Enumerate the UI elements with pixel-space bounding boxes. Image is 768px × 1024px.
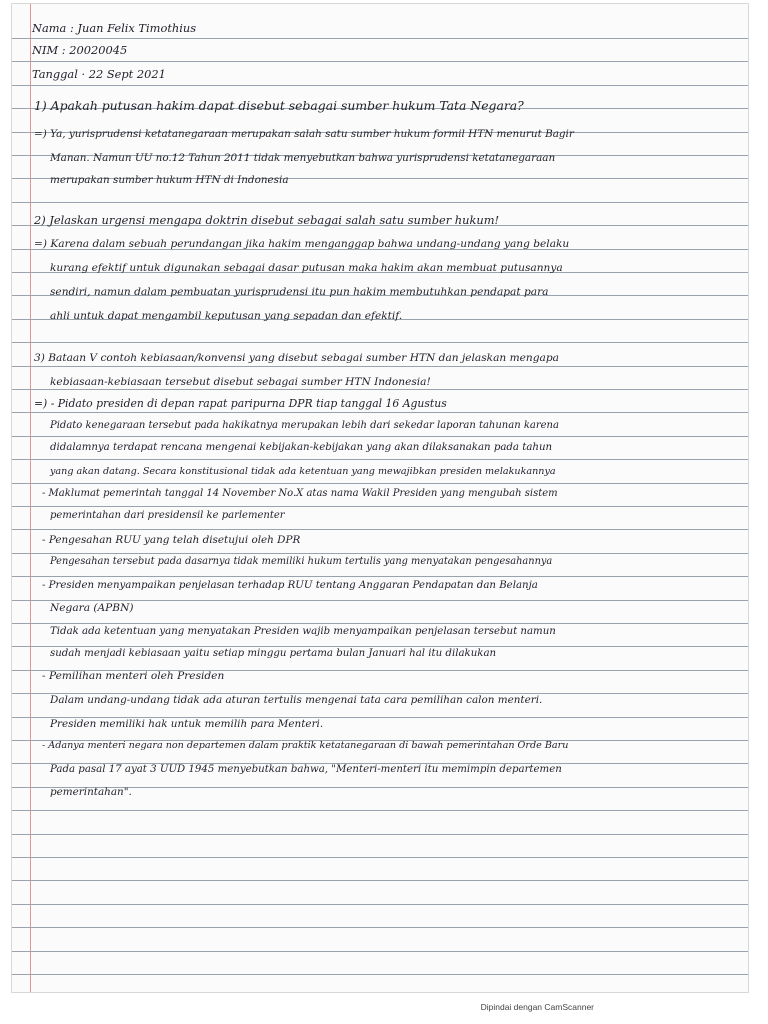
ruled-line (12, 810, 748, 811)
answer-3-line-15: Presiden memiliki hak untuk memilih para Menteri. (50, 718, 324, 730)
answer-3-line-13: - Pemilihan menteri oleh Presiden (42, 670, 225, 682)
answer-3-line-18: pemerintahan". (50, 786, 132, 798)
ruled-line (12, 342, 748, 343)
question-1: 1) Apakah putusan hakim dapat disebut sebagai sumber hukum Tata Negara? (34, 98, 524, 113)
answer-3-line-6: pemerintahan dari presidensil ke parlementer (50, 510, 285, 521)
ruled-line (12, 951, 748, 952)
answer-3-line-5: - Maklumat pemerintah tanggal 14 November No.X atas nama Wakil Presiden yang mengubah sistem (42, 488, 558, 499)
answer-3-line-3: didalamnya terdapat rencana mengenai kebijakan-kebijakan yang akan dilaksanakan pada tahun (50, 442, 553, 453)
ruled-line (12, 85, 748, 86)
header-date: Tanggal · 22 Sept 2021 (32, 67, 166, 81)
question-3-line-2: kebiasaan-kebiasaan tersebut disebut sebagai sumber HTN Indonesia! (50, 376, 431, 388)
answer-3-line-2: Pidato kenegaraan tersebut pada hakikatnya merupakan lebih dari sekedar laporan tahunan karena (50, 420, 559, 431)
answer-2-line-1: =) Karena dalam sebuah perundangan jika hakim menganggap bahwa undang-undang yang belaku (34, 238, 570, 250)
answer-1-line-1: =) Ya, yurisprudensi ketatanegaraan merupakan salah satu sumber hukum formil HTN menurut Bagir (34, 128, 574, 140)
answer-3-line-14: Dalam undang-undang tidak ada aturan tertulis mengenai tata cara pemilihan calon menteri. (50, 694, 543, 706)
answer-1-line-3: merupakan sumber hukum HTN di Indonesia (50, 174, 289, 186)
ruled-line (12, 202, 748, 203)
ruled-line (12, 880, 748, 881)
answer-3-line-1: =) - Pidato presiden di depan rapat paripurna DPR tiap tanggal 16 Agustus (34, 397, 447, 410)
answer-2-line-2: kurang efektif untuk digunakan sebagai dasar putusan maka hakim akan membuat putusannya (50, 262, 563, 274)
notebook-page (12, 4, 748, 992)
answer-3-line-9: - Presiden menyampaikan penjelasan terhadap RUU tentang Anggaran Pendapatan dan Belanja (42, 580, 538, 591)
ruled-line (12, 974, 748, 975)
answer-2-line-4: ahli untuk dapat mengambil keputusan yang sepadan dan efektif. (50, 310, 403, 322)
answer-3-line-11: Tidak ada ketentuan yang menyatakan Presiden wajib menyampaikan penjelasan tersebut namun (50, 626, 556, 637)
ruled-line (12, 459, 748, 460)
question-2: 2) Jelaskan urgensi mengapa doktrin disebut sebagai salah satu sumber hukum! (34, 213, 500, 227)
ruled-line (12, 927, 748, 928)
answer-3-line-7: - Pengesahan RUU yang telah disetujui oleh DPR (42, 534, 301, 546)
ruled-line (12, 436, 748, 437)
header-name: Nama : Juan Felix Timothius (32, 21, 197, 35)
header-nim: NIM : 20020045 (32, 43, 128, 57)
answer-3-line-8: Pengesahan tersebut pada dasarnya tidak memiliki hukum tertulis yang menyatakan pengesahannya (50, 556, 553, 567)
answer-1-line-2: Manan. Namun UU no.12 Tahun 2011 tidak menyebutkan bahwa yurisprudensi ketatanegaraan (50, 152, 556, 164)
answer-2-line-3: sendiri, namun dalam pembuatan yurisprudensi itu pun hakim membutuhkan pendapat para (50, 286, 549, 298)
ruled-line (12, 904, 748, 905)
ruled-line (12, 61, 748, 62)
answer-3-line-17: Pada pasal 17 ayat 3 UUD 1945 menyebutkan bahwa, "Menteri-menteri itu memimpin departemen (50, 764, 562, 775)
ruled-line (12, 834, 748, 835)
ruled-line (12, 857, 748, 858)
answer-3-line-4: yang akan datang. Secara konstitusional tidak ada ketentuan yang mewajibkan presiden melakukannya (50, 466, 556, 477)
scanner-watermark: Dipindai dengan CamScanner (480, 1002, 594, 1012)
answer-3-line-12: sudah menjadi kebiasaan yaitu setiap minggu pertama bulan Januari hal itu dilakukan (50, 648, 497, 659)
ruled-line (12, 38, 748, 39)
question-3-line-1: 3) Bataan V contoh kebiasaan/konvensi yang disebut sebagai sumber HTN dan jelaskan mengapa (34, 352, 559, 364)
answer-3-line-16: - Adanya menteri negara non departemen dalam praktik ketatanegaraan di bawah pemerintahan Orde Baru (42, 740, 569, 751)
answer-3-line-10: Negara (APBN) (50, 602, 134, 614)
